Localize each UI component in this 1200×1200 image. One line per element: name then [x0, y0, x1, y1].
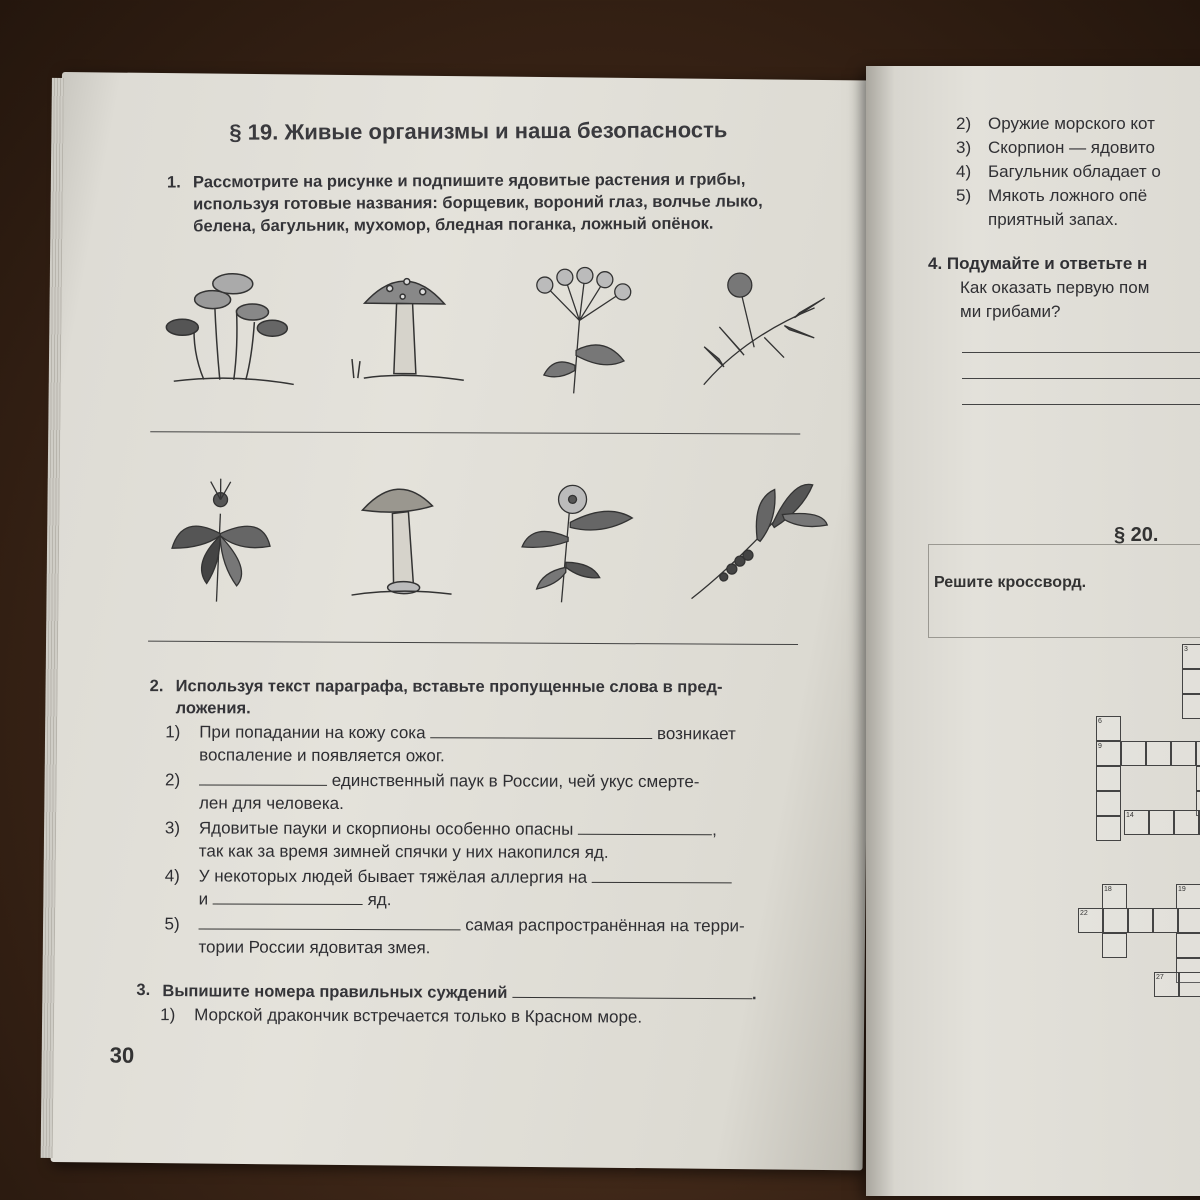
task-4 — [928, 252, 1149, 324]
crossword-cell[interactable] — [1174, 810, 1199, 835]
crossword-cell[interactable] — [1103, 908, 1128, 933]
item-text: Мякоть ложного опё — [988, 186, 1148, 205]
crossword-cell[interactable] — [1196, 766, 1200, 791]
list-item — [956, 136, 1161, 160]
task-number: 2. — [149, 677, 164, 696]
crossword-cell[interactable] — [1102, 933, 1127, 958]
fill-in-item — [165, 720, 815, 768]
list-item — [956, 160, 1161, 184]
item-text: Багульник обладает о — [988, 162, 1161, 181]
item-text: У некоторых людей бывает тяжёлая аллергия на — [198, 866, 588, 887]
item-text: тории России ядовитая змея. — [198, 937, 431, 958]
item-text: так как за время зимней спячки у них накопился яд. — [198, 841, 609, 862]
task-1 — [166, 168, 843, 237]
fill-in-item — [165, 816, 815, 864]
crossword-cell[interactable] — [1179, 972, 1200, 997]
crossword-cell[interactable]: 3 — [1182, 644, 1200, 669]
item-number: 5) — [164, 914, 180, 934]
fill-in-item — [165, 768, 815, 816]
crossword-cell[interactable] — [1176, 933, 1200, 958]
task-1-line: используя готовые названия: борщевик, вороний глаз, волчье лыко, — [193, 192, 763, 214]
umbelliferous-plant-icon — [494, 265, 665, 397]
task-3-line: Выпишите номера правильных суждений — [162, 982, 508, 1002]
fly-agaric-icon — [324, 263, 495, 395]
task-1-line: белена, багульник, мухомор, бледная поганка, ложный опёнок. — [193, 214, 714, 236]
list-item — [956, 208, 1161, 232]
task-2 — [149, 675, 836, 720]
answer-line[interactable] — [962, 378, 1200, 379]
task-4-heading — [928, 252, 1149, 276]
item-text: лен для человека. — [198, 793, 344, 813]
crossword-cell[interactable] — [1171, 741, 1196, 766]
item-text: Ядовитые пауки и скорпионы особенно опасны — [198, 818, 574, 839]
crossword-cell[interactable]: 6 — [1096, 716, 1121, 741]
section-title: § 20. — [1114, 524, 1159, 546]
answer-blank[interactable] — [213, 888, 363, 906]
crossword-cell[interactable]: 27 — [1154, 972, 1179, 997]
crossword-cell[interactable] — [1096, 791, 1121, 816]
mushroom-cluster-icon — [154, 261, 325, 393]
task-number: 3. — [136, 980, 151, 1000]
right-page — [866, 66, 1200, 1196]
answer-blank[interactable] — [430, 721, 652, 739]
item-number: 2) — [165, 770, 181, 790]
task-4-line: Подумайте и ответьте н — [946, 254, 1148, 273]
item-text: воспаление и появляется ожог. — [199, 745, 445, 766]
item-number: 2) — [956, 114, 972, 133]
item-text: приятный запах. — [988, 210, 1119, 229]
answer-blank[interactable] — [199, 768, 327, 785]
crossword-cell[interactable]: 9 — [1096, 741, 1121, 766]
judgement-item — [160, 1003, 810, 1029]
crossword-cell[interactable] — [1178, 908, 1200, 933]
flowering-herb-icon — [491, 477, 662, 609]
fill-in-item — [165, 864, 815, 912]
item-text: Оружие морского кот — [988, 114, 1155, 133]
item-text: единственный паук в России, чей укус смерте- — [331, 770, 700, 792]
item-text: самая распространённая на терри- — [465, 915, 745, 936]
fill-in-item — [164, 912, 814, 960]
answer-line — [150, 431, 800, 434]
page-number: 30 — [109, 1042, 135, 1068]
answer-blank[interactable] — [578, 818, 712, 835]
crossword-cell[interactable] — [1182, 694, 1200, 719]
answer-line[interactable] — [962, 404, 1200, 405]
illustration-row-2 — [151, 473, 832, 610]
item-text: Скорпион — ядовито — [988, 138, 1155, 157]
item-text: Морской дракончик встречается только в Красном море. — [194, 1005, 643, 1027]
task-2-line: Используя текст параграфа, вставьте пропущенные слова в пред- — [175, 677, 723, 697]
item-text: возникает — [657, 724, 736, 744]
task-1-line: Рассмотрите на рисунке и подпишите ядовитые растения и грибы, — [192, 170, 746, 192]
list-item — [956, 112, 1161, 136]
section-title: § 19. Живые организмы и наша безопасность — [229, 117, 728, 145]
illustration-row-1 — [154, 261, 835, 398]
task-number: 1. — [166, 173, 181, 192]
crossword-cell[interactable] — [1096, 766, 1121, 791]
task-4-line: ми грибами? — [960, 302, 1061, 321]
item-number: 4) — [956, 162, 972, 181]
item-number: 5) — [956, 186, 972, 205]
task-3 — [136, 979, 842, 1006]
four-leaf-plant-icon — [151, 473, 322, 605]
crossword-cell[interactable] — [1128, 908, 1153, 933]
item-number: 3) — [164, 818, 181, 838]
judgement-list — [956, 112, 1161, 232]
left-page — [51, 72, 874, 1170]
crossword-cell[interactable] — [1096, 816, 1121, 841]
item-number: 1) — [165, 722, 181, 742]
crossword-cell[interactable]: 14 — [1124, 810, 1149, 835]
crossword-cell[interactable] — [1121, 741, 1146, 766]
crossword-title: Решите кроссворд. — [934, 574, 1087, 591]
crossword-cell[interactable] — [1196, 741, 1200, 766]
crossword-cell[interactable]: 19 — [1176, 884, 1200, 909]
item-number: 1) — [160, 1005, 176, 1025]
crossword-cell[interactable]: 22 — [1078, 908, 1103, 933]
crossword-cell[interactable] — [1149, 810, 1174, 835]
shrub-branch-icon — [664, 266, 835, 398]
task-2-line: ложения. — [175, 699, 251, 718]
answer-blank[interactable] — [512, 981, 752, 999]
task-4-line: Как оказать первую пом — [960, 278, 1150, 297]
crossword-cell[interactable] — [1146, 741, 1171, 766]
crossword-cell[interactable] — [1153, 908, 1178, 933]
answer-line[interactable] — [962, 352, 1200, 353]
crossword-cell[interactable] — [1182, 669, 1200, 694]
item-text: При попадании на кожу сока — [199, 722, 426, 743]
item-number: 4) — [164, 866, 180, 886]
item-text: и — [198, 889, 209, 909]
task-number: 4. — [928, 254, 943, 273]
berry-branch-icon — [661, 478, 832, 610]
answer-blank[interactable] — [592, 866, 732, 883]
item-text: яд. — [367, 890, 392, 910]
death-cap-icon — [321, 475, 492, 607]
answer-line — [148, 641, 798, 645]
item-number: 3) — [956, 138, 972, 157]
answer-blank[interactable] — [199, 912, 461, 930]
crossword-cell[interactable]: 18 — [1102, 884, 1127, 909]
list-item — [956, 184, 1161, 208]
task-3-line-end: . — [751, 985, 757, 1004]
item-text: , — [712, 820, 717, 840]
